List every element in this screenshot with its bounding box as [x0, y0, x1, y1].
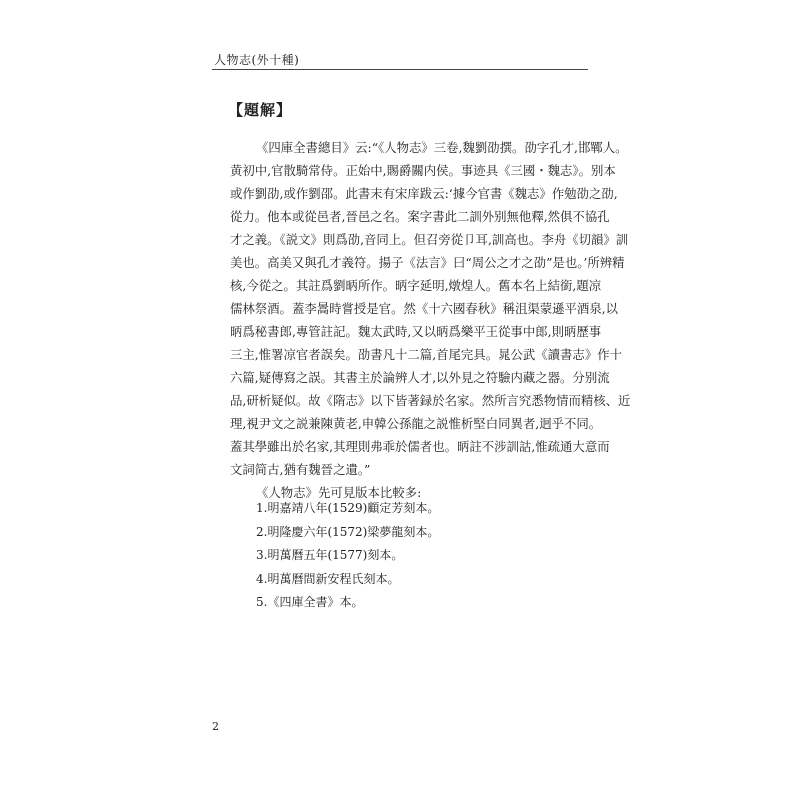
body-line: 儒林祭酒。蓋李暠時嘗授是官。然《十六國春秋》稱沮渠蒙遜平酒泉,以 — [230, 301, 619, 316]
list-item: 2.明隆慶六年(1572)梁夢龍刻本。 — [256, 524, 440, 539]
body-line: 蓋其學雖出於名家,其理則弗乖於儒者也。昞註不涉訓詁,惟疏通大意而 — [230, 439, 610, 454]
body-line: 才之義。《説文》則爲劭,音同上。但召旁從卩耳,訓高也。李舟《切韻》訓 — [230, 232, 629, 247]
body-line: 《人物志》先可見版本比較多: — [256, 485, 422, 500]
body-line: 三主,惟署凉官者誤矣。劭書凡十二篇,首尾完具。晁公武《讀書志》作十 — [230, 347, 622, 362]
edition-list — [256, 497, 439, 615]
body-line: 昞爲秘書郎,專管註記。魏太武時,又以昞爲樂平王從事中郎,則昞歷事 — [230, 324, 602, 339]
running-head: 人物志(外十種) — [214, 53, 300, 67]
page-number: 2 — [212, 720, 219, 733]
body-line: 《四庫全書總目》云:“《人物志》三卷,魏劉劭撰。劭字孔才,邯鄲人。 — [256, 140, 628, 155]
list-item: 1.明嘉靖八年(1529)顧定芳刻本。 — [256, 501, 440, 515]
body-line: 理,視尹文之説兼陳黄老,申韓公孫龍之説惟析堅白同異者,迥乎不同。 — [230, 416, 602, 431]
list-item: 5.《四庫全書》本。 — [256, 595, 364, 609]
list-item: 4.明萬曆間新安程氏刻本。 — [256, 571, 400, 586]
body-line: 美也。高美又與孔才義符。揚子《法言》曰“周公之才之劭”是也。’所辨精 — [230, 255, 625, 270]
body-line: 文詞简古,猶有魏晉之遺。” — [230, 462, 371, 477]
body-line: 或作劉劭,或作劉邵。此書末有宋庠跋云:‘據今官書《魏志》作勉劭之劭, — [230, 186, 618, 201]
body-line: 六篇,疑傳寫之誤。其書主於論辨人才,以外見之符驗内藏之器。分别流 — [230, 370, 610, 385]
list-item: 3.明萬曆五年(1577)刻本。 — [256, 548, 404, 562]
section-title: 【題解】 — [228, 101, 293, 119]
header-rule — [212, 69, 588, 70]
body-line: 品,研析疑似。故《隋志》以下皆著録於名家。然所言究悉物情而精核、近 — [230, 393, 631, 408]
body-line: 從力。他本或從邑者,晉邑之名。案字書此二訓外别無他釋,然俱不協孔 — [230, 209, 610, 224]
body-text — [230, 136, 631, 504]
body-line: 核,今從之。其註爲劉昞所作。昞字延明,燉煌人。舊本名上結銜,題凉 — [230, 278, 602, 293]
body-line: 黄初中,官散騎常侍。正始中,賜爵關内侯。事迹具《三國・魏志》。别本 — [230, 163, 616, 178]
